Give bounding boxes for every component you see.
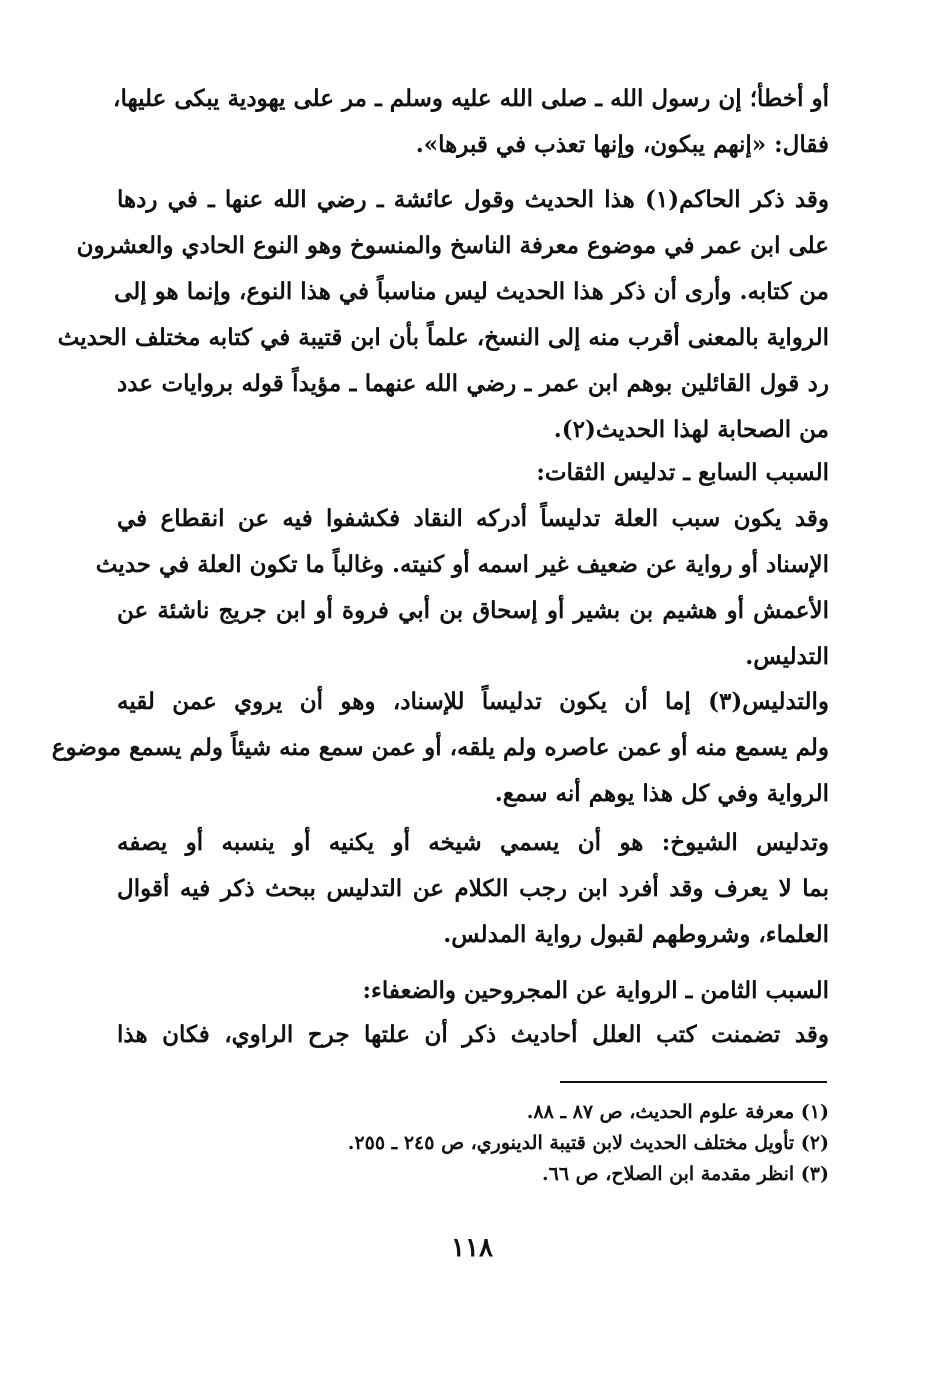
section-8-paragraph-1 [117,1012,829,1058]
text-line: والتدليس(٣) إما أن يكون تدليساً للإسناد، وهو أن يروي عمن لقيه [117,688,829,715]
text-line: بما لا يعرف وقد أفرد ابن رجب الكلام عن التدليس ببحث ذكر فيه أقوال [117,875,829,902]
text-line: من الصحابة لهذا الحديث(٢). [553,416,829,443]
text-line: وتدليس الشيوخ: هو أن يسمي شيخه أو يكنيه أو ينسبه أو يصفه [117,829,829,856]
footnote-2: (٢) تأويل مختلف الحديث لابن قتيبة الدينوري، ص ٢٤٥ ـ ٢٥٥. [347,1132,829,1154]
text-line: وقد يكون سبب العلة تدليساً أدركه النقاد فكشفوا فيه عن انقطاع في [117,505,829,532]
text-line: وقد تضمنت كتب العلل أحاديث ذكر أن علتها جرح الراوي، فكان هذا [117,1021,829,1048]
section-heading: السبب السابع ـ تدليس الثقات: [536,459,829,486]
text-line: وقد ذكر الحاكم(١) هذا الحديث وقول عائشة ـ رضي الله عنها ـ في ردها [117,186,830,213]
text-line: الإسناد أو رواية عن ضعيف غير اسمه أو كنيته. وغالباً ما تكون العلة في حديث [95,551,829,578]
paragraph-1 [113,76,829,168]
text-line: على ابن عمر في موضوع معرفة الناسخ والمنسوخ وهو النوع الحادي والعشرون [76,232,829,259]
section-7-paragraph-3 [117,820,829,958]
text-line: فقال: «إنهم يبكون، وإنها تعذب في قبرها». [415,131,829,158]
footnotes [117,1097,829,1190]
text-line: العلماء، وشروطهم لقبول رواية المدلس. [443,921,829,948]
section-8-heading [117,968,829,1014]
text-line: رد قول القائلين بوهم ابن عمر ـ رضي الله عنهما ـ مؤيداً قوله بروايات عدد [117,370,829,397]
footnote-divider [560,1081,827,1083]
text-line: الرواية بالمعنى أقرب منه إلى النسخ، علماً بأن ابن قتيبة في كتابه مختلف الحديث [57,324,829,351]
text-line: الرواية وفي كل هذا يوهم أنه سمع. [494,780,829,807]
paragraph-2 [57,177,830,453]
text-line: التدليس. [745,643,829,670]
section-7-paragraph-2 [51,679,829,817]
text-line: أو أخطأ؛ إن رسول الله ـ صلى الله عليه وسلم ـ مر على يهودية يبكى عليها، [113,85,829,112]
section-7-heading [117,450,829,496]
section-heading: السبب الثامن ـ الرواية عن المجروحين والضعفاء: [362,977,829,1004]
footnote-3: (٣) انظر مقدمة ابن الصلاح، ص ٦٦. [542,1163,829,1185]
footnote-1: (١) معرفة علوم الحديث، ص ٨٧ ـ ٨٨. [526,1101,829,1123]
text-line: الأعمش أو هشيم بن بشير أو إسحاق بن أبي فروة أو ابن جريج ناشئة عن [117,597,829,624]
text-line: ولم يسمع منه أو عمن عاصره ولم يلقه، أو عمن سمع منه شيئاً ولم يسمع موضوع [51,734,829,761]
page-number: ١١٨ [451,1233,493,1263]
text-line: من كتابه. وأرى أن ذكر هذا الحديث ليس مناسباً في هذا النوع، وإنما هو إلى [114,278,829,305]
section-7-paragraph-1 [95,496,829,680]
